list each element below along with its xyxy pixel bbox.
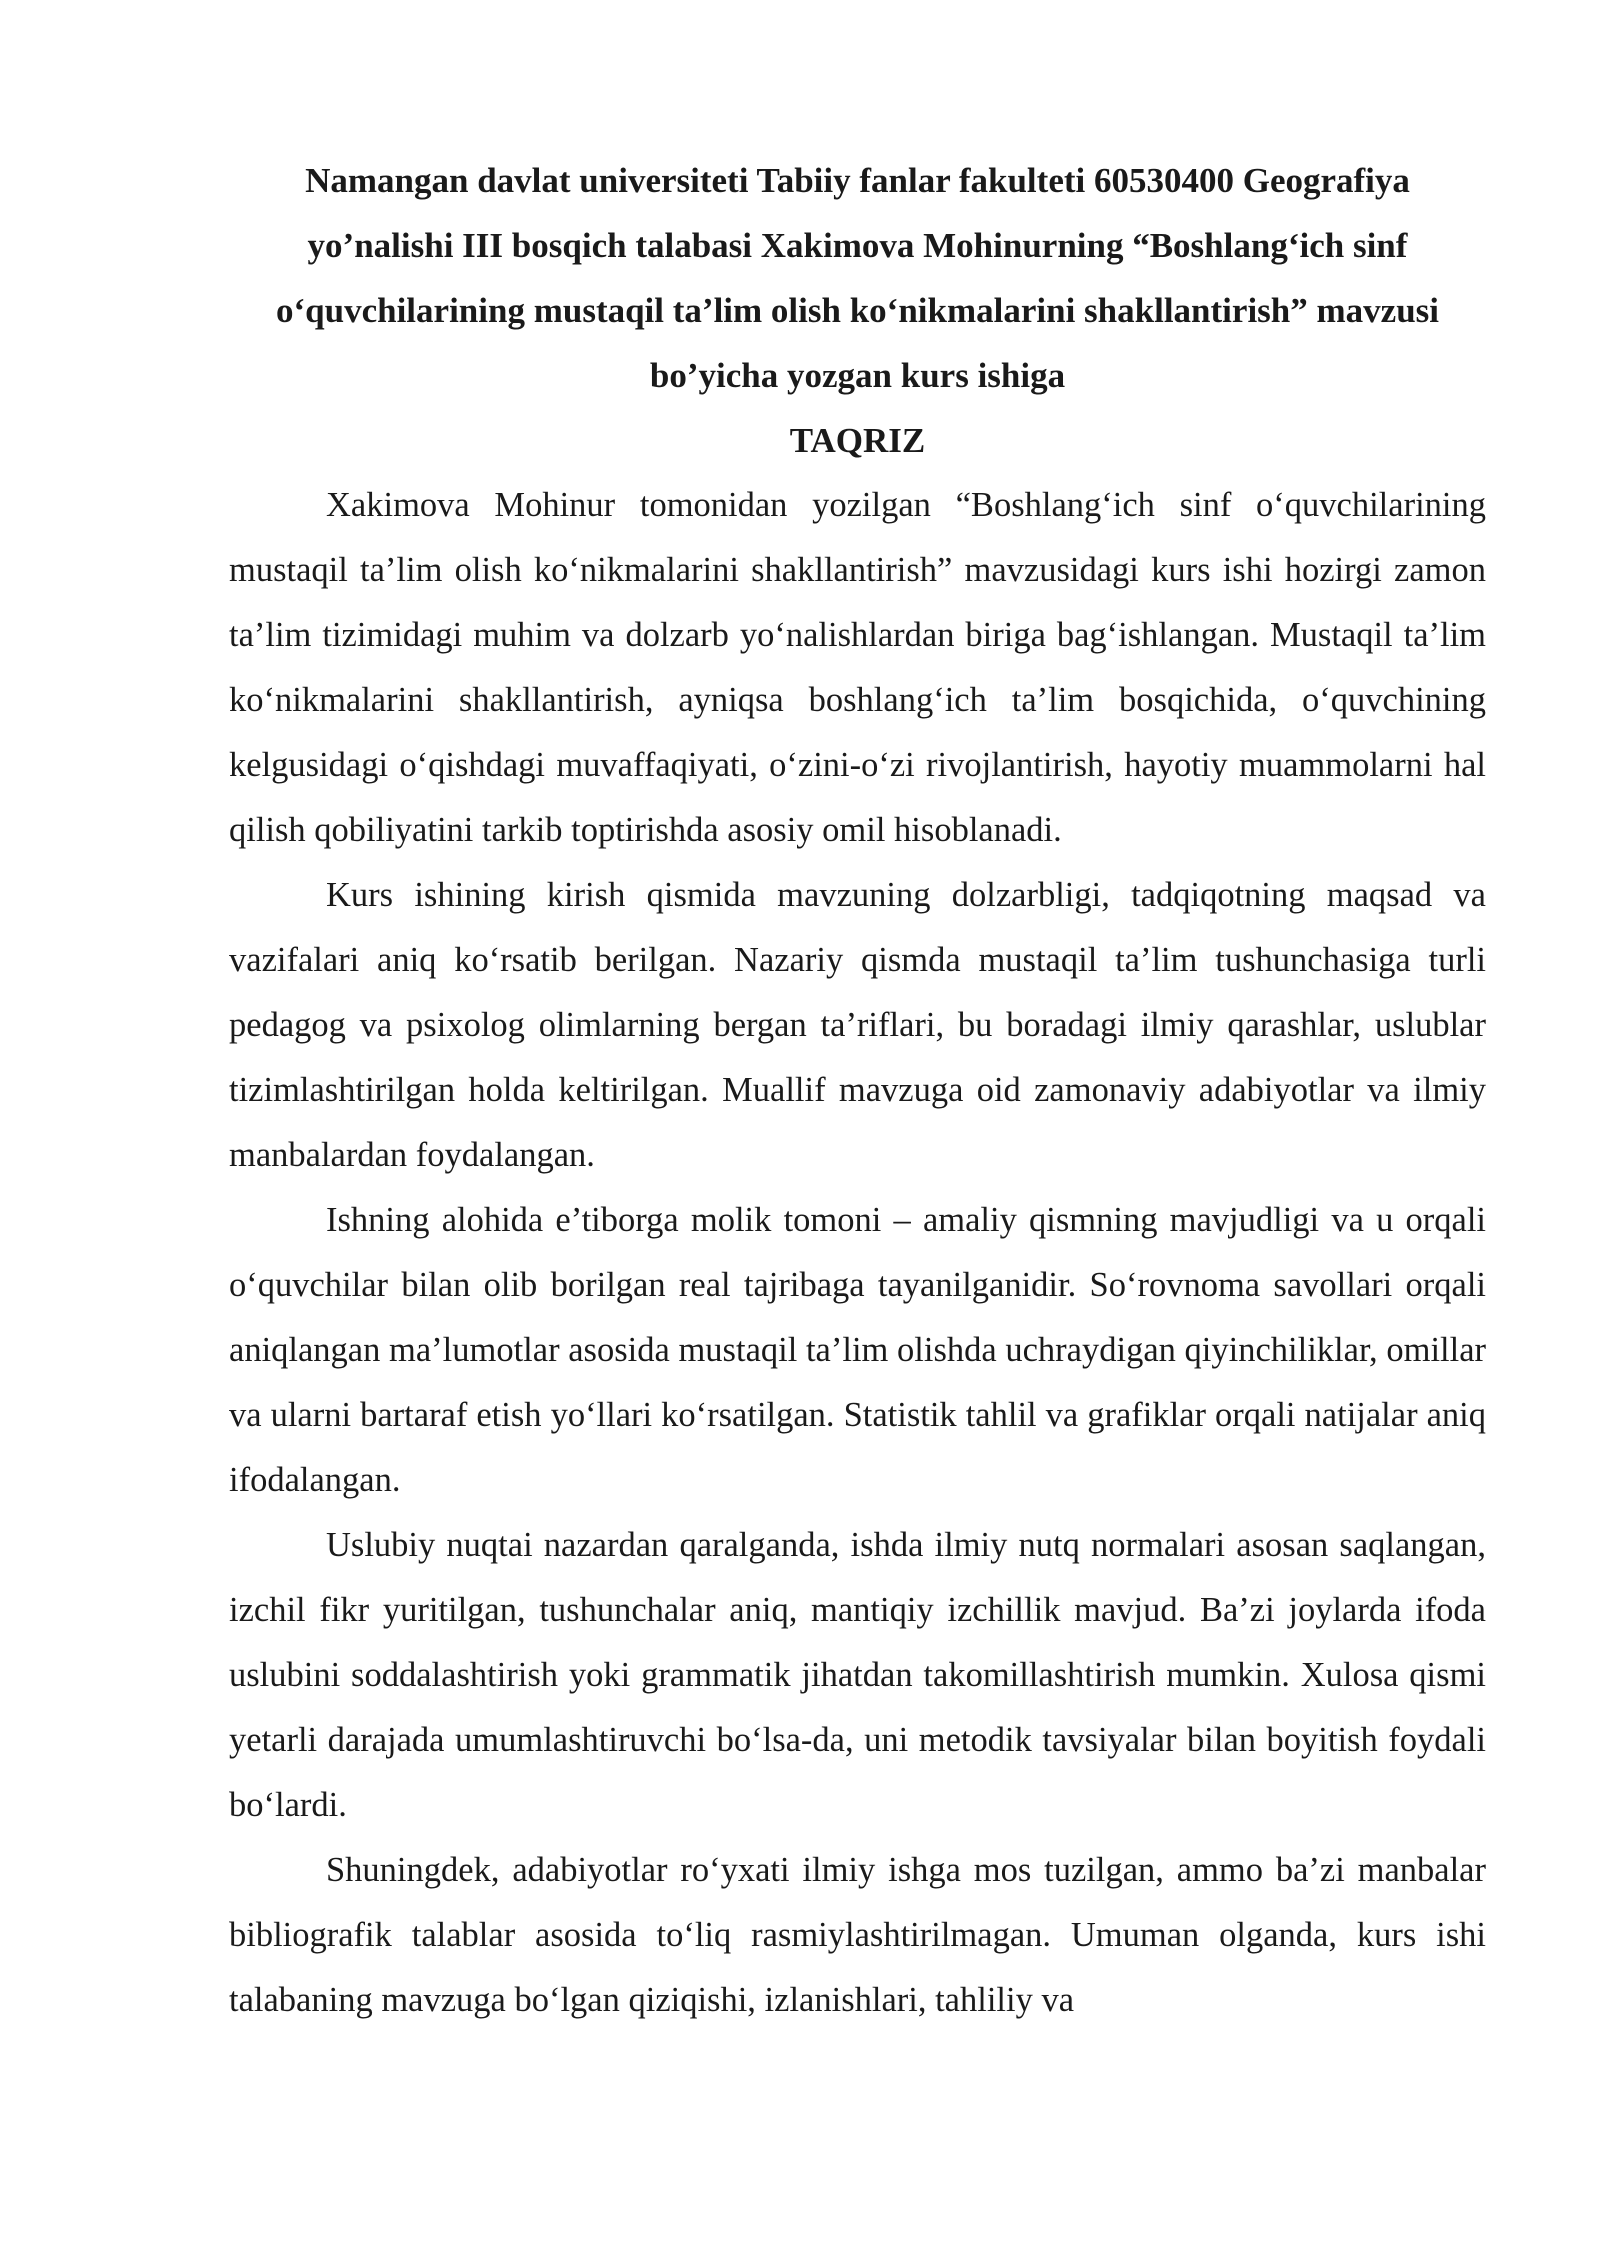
paragraph-2: Kurs ishining kirish qismida mavzuning dolzarbligi, tadqiqotning maqsad va vazifalari aniq ko‘rsatib berilgan. Nazariy qismda mustaqil ta’lim tushunchasiga turli pedagog va psixolog olimlarning bergan ta’riflari, bu boradagi ilmiy qarashlar, uslublar tizimlashtirilgan holda keltirilgan. Muallif mavzuga oid zamonaviy adabiyotlar va ilmiy manbalardan foydalangan. <box>229 876 1486 1174</box>
paragraph-4: Uslubiy nuqtai nazardan qaralganda, ishda ilmiy nutq normalari asosan saqlangan, izchil fikr yuritilgan, tushunchalar aniq, mantiqiy izchillik mavjud. Ba’zi joylarda ifoda uslubini soddalashtirish yoki grammatik jihatdan takomillashtirish mumkin. Xulosa qismi yetarli darajada umumlashtiruvchi bo‘lsa-da, uni metodik tavsiyalar bilan boyitish foydali bo‘lardi. <box>229 1526 1486 1824</box>
document-title: TAQRIZ <box>789 421 926 460</box>
document-heading: Namangan davlat universiteti Tabiiy fanlar fakulteti 60530400 Geografiya yo’nalishi III bosqich talabasi Xakimova Mohinurning “Boshlang‘ich sinf o‘quvchilarining mustaqil ta’lim olish ko‘nikmalarini shakllantirish” mavzusi bo’yicha yozgan kurs ishiga <box>276 161 1439 395</box>
document-body <box>229 148 1486 2033</box>
paragraph-5: Shuningdek, adabiyotlar ro‘yxati ilmiy ishga mos tuzilgan, ammo ba’zi manbalar bibliografik talablar asosida to‘liq rasmiylashtirilmagan. Umuman olganda, kurs ishi talabaning mavzuga bo‘lgan qiziqishi, izlanishlari, tahliliy va <box>229 1851 1486 2019</box>
paragraph-1: Xakimova Mohinur tomonidan yozilgan “Boshlang‘ich sinf o‘quvchilarining mustaqil ta’lim olish ko‘nikmalarini shakllantirish” mavzusidagi kurs ishi hozirgi zamon ta’lim tizimidagi muhim va dolzarb yo‘nalishlardan biriga bag‘ishlangan. Mustaqil ta’lim ko‘nikmalarini shakllantirish, ayniqsa boshlang‘ich ta’lim bosqichida, o‘quvchining kelgusidagi o‘qishdagi muvaffaqiyati, o‘zini-o‘zi rivojlantirish, hayotiy muammolarni hal qilish qobiliyatini tarkib toptirishda asosiy omil hisoblanadi. <box>229 486 1486 849</box>
paragraph-3: Ishning alohida e’tiborga molik tomoni – amaliy qismning mavjudligi va u orqali o‘quvchilar bilan olib borilgan real tajribaga tayanilganidir. So‘rovnoma savollari orqali aniqlangan ma’lumotlar asosida mustaqil ta’lim olishda uchraydigan qiyinchiliklar, omillar va ularni bartaraf etish yo‘llari ko‘rsatilgan. Statistik tahlil va grafiklar orqali natijalar aniq ifodalangan. <box>229 1201 1486 1499</box>
